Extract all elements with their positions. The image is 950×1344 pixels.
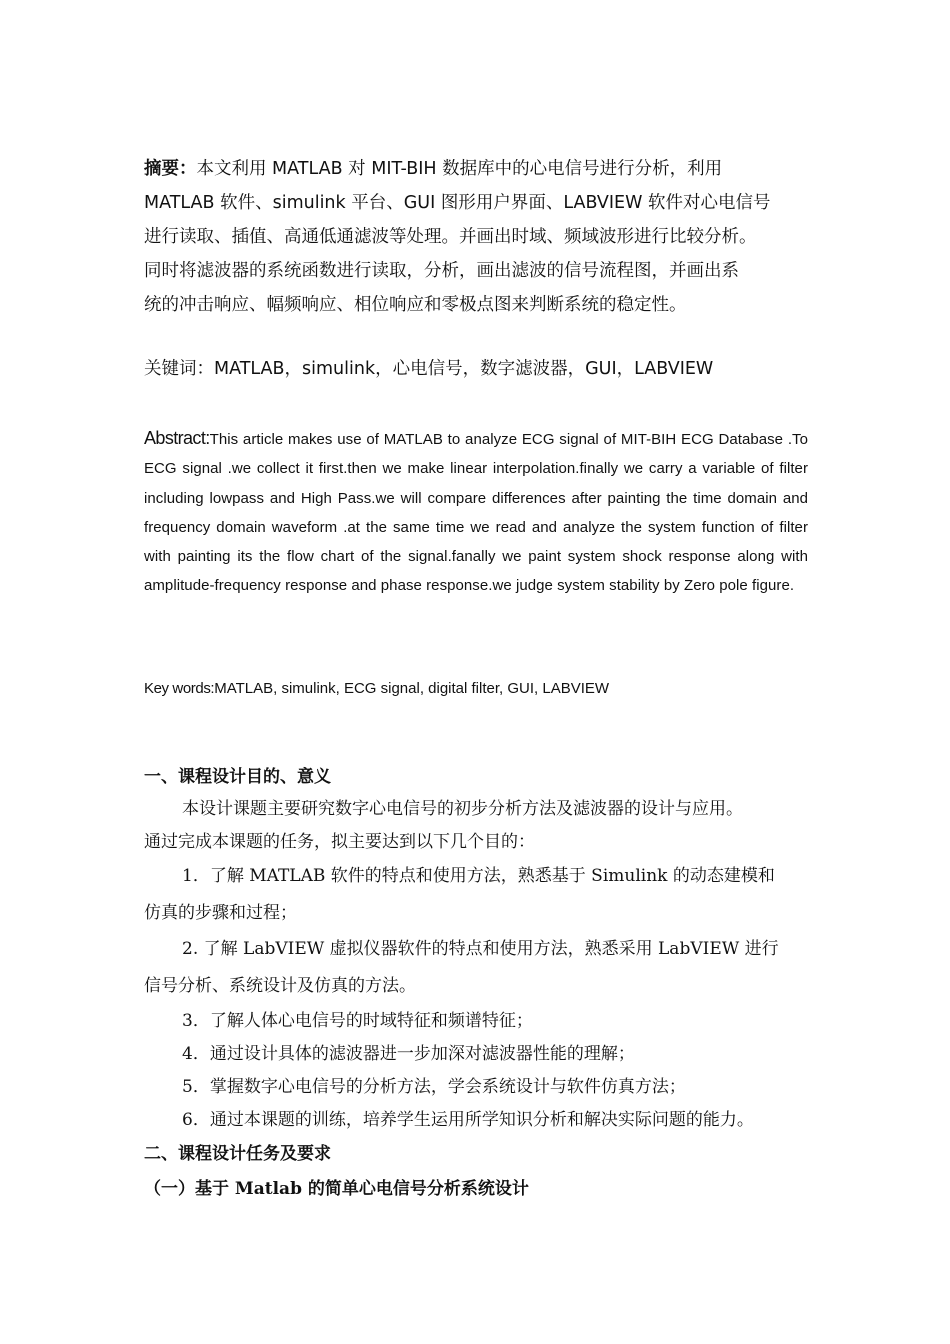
section1-item2-line-2: 信号分析、系统设计及仿真的方法。 (144, 976, 416, 996)
keywords-cn-label: 关键词： (144, 359, 214, 379)
section1-heading: 一、课程设计目的、意义 (144, 767, 331, 787)
english-keywords (144, 674, 808, 703)
section1-item1-line-2: 仿真的步骤和过程； (144, 903, 297, 923)
abstract-en-label: Abstract: (144, 428, 210, 448)
abstract-cn-line-2: MATLAB 软件、simulink 平台、GUI 图形用户界面、LABVIEW 软件对心电信号 (144, 193, 771, 213)
abstract-en-text: This article makes use of MATLAB to analyze ECG signal of MIT-BIH ECG Database .To ECG signal .we collect it first.then we make linear interpolation.finally we carry a variable of filter including lowpass and High Pass.we will compare differences after painting the time domain and frequency domain waveform .at the same time we read and analyze the system function of filter with painting its the flow chart of the signal.fanally we paint system shock response along with amplitude-frequency response and phase response.we judge system stability by Zero pole figure. (144, 431, 808, 595)
abstract-cn-line-3: 进行读取、插值、高通低通滤波等处理。并画出时域、频域波形进行比较分析。 (144, 227, 757, 247)
abstract-cn-line-1: 摘要：本文利用 MATLAB 对 MIT-BIH 数据库中的心电信号进行分析，利用 (144, 159, 723, 179)
section1-item6: 6．通过本课题的训练，培养学生运用所学知识分析和解决实际问题的能力。 (182, 1110, 754, 1130)
section1-item3: 3．了解人体心电信号的时域特征和频谱特征； (182, 1011, 533, 1031)
abstract-cn-line-4: 同时将滤波器的系统函数进行读取，分析，画出滤波的信号流程图，并画出系 (144, 261, 739, 281)
abstract-cn-line-5: 统的冲击响应、幅频响应、相位响应和零极点图来判断系统的稳定性。 (144, 295, 687, 315)
keywords-cn-text: MATLAB，simulink，心电信号，数字滤波器，GUI，LABVIEW (214, 359, 714, 379)
chinese-keywords (144, 352, 808, 386)
section1-item4: 4．通过设计具体的滤波器进一步加深对滤波器性能的理解； (182, 1044, 635, 1064)
keywords-en-text: MATLAB, simulink, ECG signal, digital filter, GUI, LABVIEW (214, 680, 610, 697)
section2-subheading: （一）基于 Matlab 的简单心电信号分析系统设计 (144, 1179, 529, 1199)
abstract-cn-label: 摘要： (144, 159, 197, 179)
section1-item1-line-1: 1．了解 MATLAB 软件的特点和使用方法，熟悉基于 Simulink 的动态建模和 (182, 866, 775, 886)
section1-item5: 5．掌握数字心电信号的分析方法，学会系统设计与软件仿真方法； (182, 1077, 686, 1097)
english-abstract (144, 424, 808, 601)
chinese-abstract (144, 152, 808, 322)
keywords-en-label: Key words: (144, 680, 215, 697)
section2-heading: 二、课程设计任务及要求 (144, 1144, 331, 1164)
section1-item2-line-1: 2. 了解 LabVIEW 虚拟仪器软件的特点和使用方法，熟悉采用 LabVIEW 进行 (182, 939, 779, 959)
section1-intro-line-1: 本设计课题主要研究数字心电信号的初步分析方法及滤波器的设计与应用。 (182, 799, 743, 819)
section1-intro-line-2: 通过完成本课题的任务，拟主要达到以下几个目的： (144, 832, 535, 852)
